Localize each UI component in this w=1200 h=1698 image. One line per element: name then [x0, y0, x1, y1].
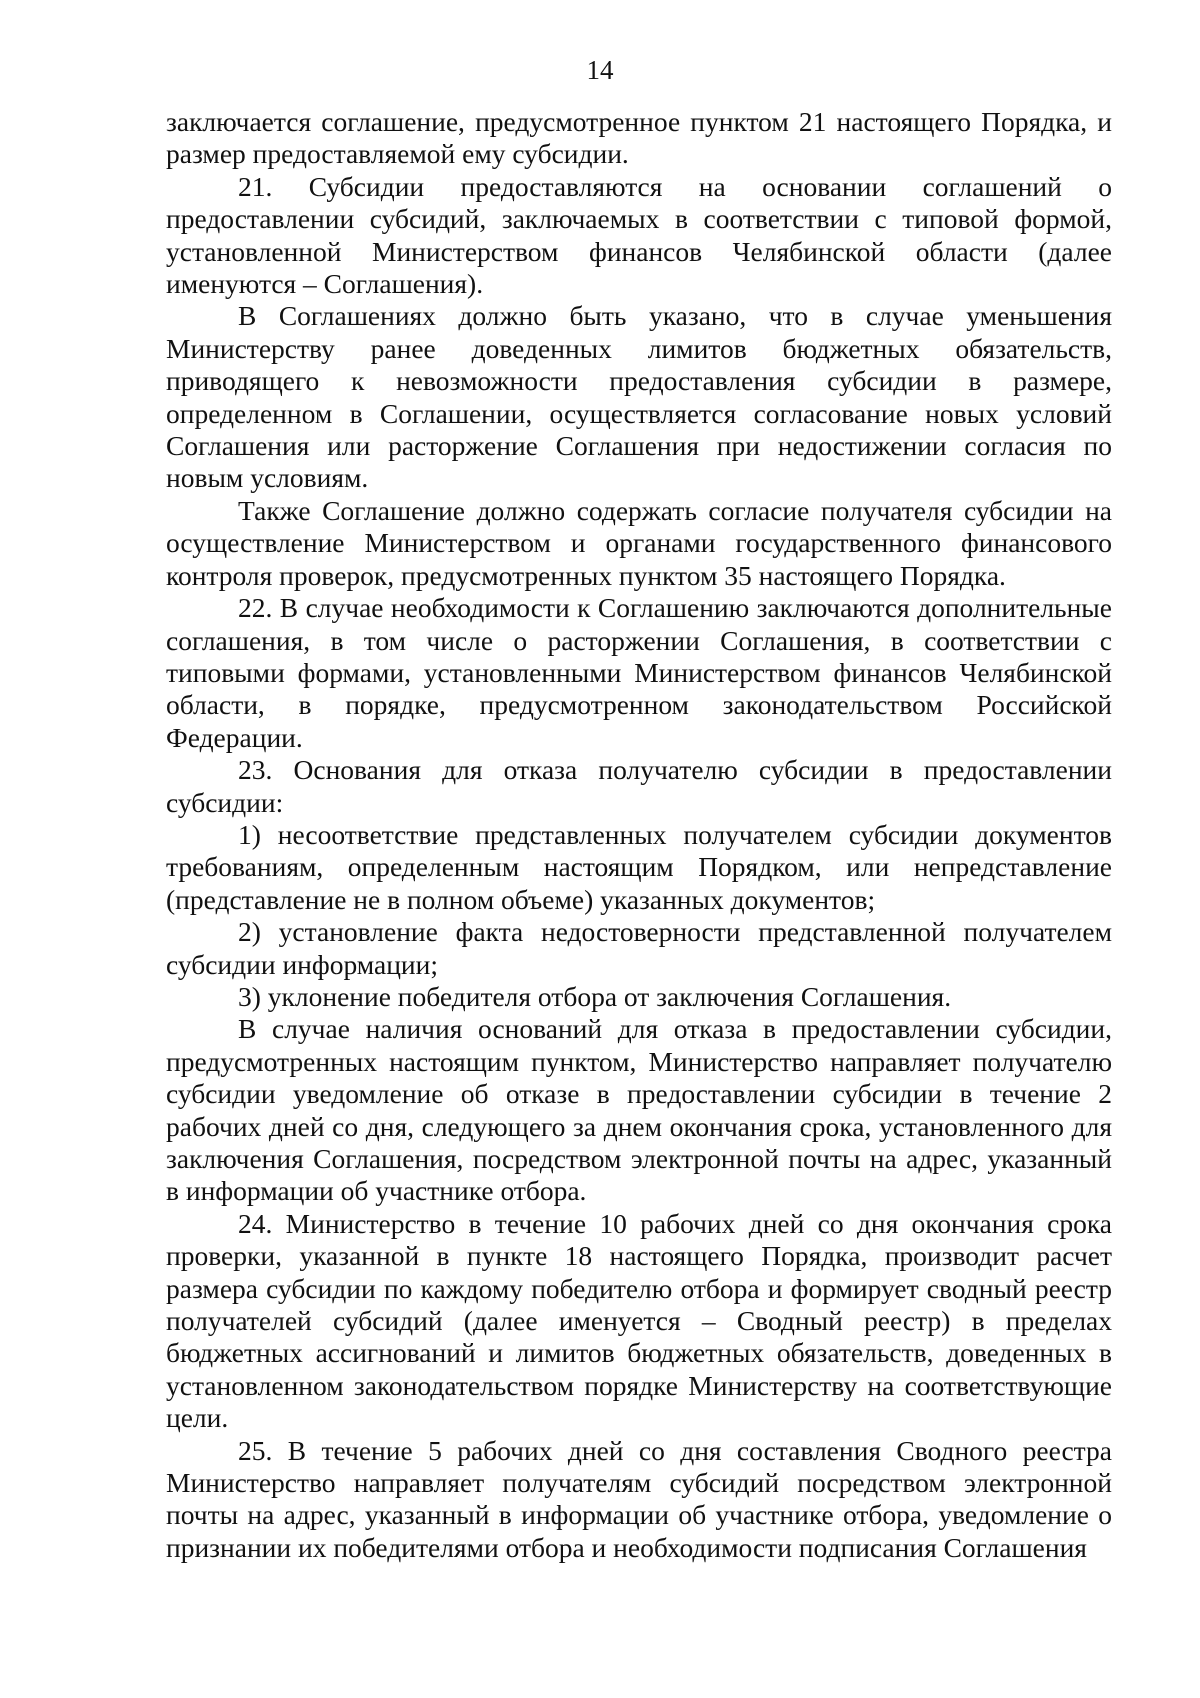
paragraph-continuation: заключается соглашение, предусмотренное пунктом 21 настоящего Порядка, и размер предоставляемой ему субсидии.: [166, 106, 1112, 170]
paragraph-21-consent: Также Соглашение должно содержать согласие получателя субсидии на осуществление Министерством и органами государственного финансового контроля проверок, предусмотренных пунктом 35 настоящего Порядка.: [166, 494, 1112, 591]
paragraph-22: 22. В случае необходимости к Соглашению заключаются дополнительные соглашения, в том числе о расторжении Соглашения, в соответствии с типовыми формами, установленными Министерством финансов Челябинской области, в порядке, предусмотренном законодательством Российской Федерации.: [166, 592, 1112, 753]
paragraph-24: 24. Министерство в течение 10 рабочих дней со дня окончания срока проверки, указанной в пункте 18 настоящего Порядка, производит расчет размера субсидии по каждому победителю отбора и формирует сводный реестр получателей субсидий (далее именуется – Сводный реестр) в пределах бюджетных ассигнований и лимитов бюджетных обязательств, доведенных в установленном законодательством порядке Министерству на соответствующие цели.: [166, 1207, 1112, 1434]
paragraph-23-refusal-notice: В случае наличия оснований для отказа в предоставлении субсидии, предусмотренных настоящим пунктом, Министерство направляет получателю субсидии уведомление об отказе в предоставлении субсидии в течение 2 рабочих дней со дня, следующего за днем окончания срока, установленного для заключения Соглашения, посредством электронной почты на адрес, указанный в информации об участнике отбора.: [166, 1013, 1112, 1207]
paragraph-23-item-1: 1) несоответствие представленных получателем субсидии документов требованиям, определенным настоящим Порядком, или непредставление (представление не в полном объеме) указанных документов;: [166, 818, 1112, 915]
paragraph-23: 23. Основания для отказа получателю субсидии в предоставлении субсидии:: [166, 754, 1112, 818]
page-number: 14: [586, 55, 614, 85]
paragraph-23-item-3: 3) уклонение победителя отбора от заключения Соглашения.: [238, 980, 952, 1012]
paragraph-23-item-2: 2) установление факта недостоверности представленной получателем субсидии информации;: [166, 916, 1112, 980]
paragraph-25: 25. В течение 5 рабочих дней со дня составления Сводного реестра Министерство направляет получателям субсидий посредством электронной почты на адрес, указанный в информации об участнике отбора, уведомление о признании их победителями отбора и необходимости подписания Соглашения: [166, 1434, 1112, 1563]
paragraph-21-limits: В Соглашениях должно быть указано, что в случае уменьшения Министерству ранее доведенных лимитов бюджетных обязательств, приводящего к невозможности предоставления субсидии в размере, определенном в Соглашении, осуществляется согласование новых условий Соглашения или расторжение Соглашения при недостижении согласия по новым условиям.: [166, 300, 1112, 494]
paragraph-21: 21. Субсидии предоставляются на основании соглашений о предоставлении субсидий, заключаемых в соответствии с типовой формой, установленной Министерством финансов Челябинской области (далее именуются – Соглашения).: [166, 170, 1112, 300]
document-body: [166, 106, 1112, 1564]
